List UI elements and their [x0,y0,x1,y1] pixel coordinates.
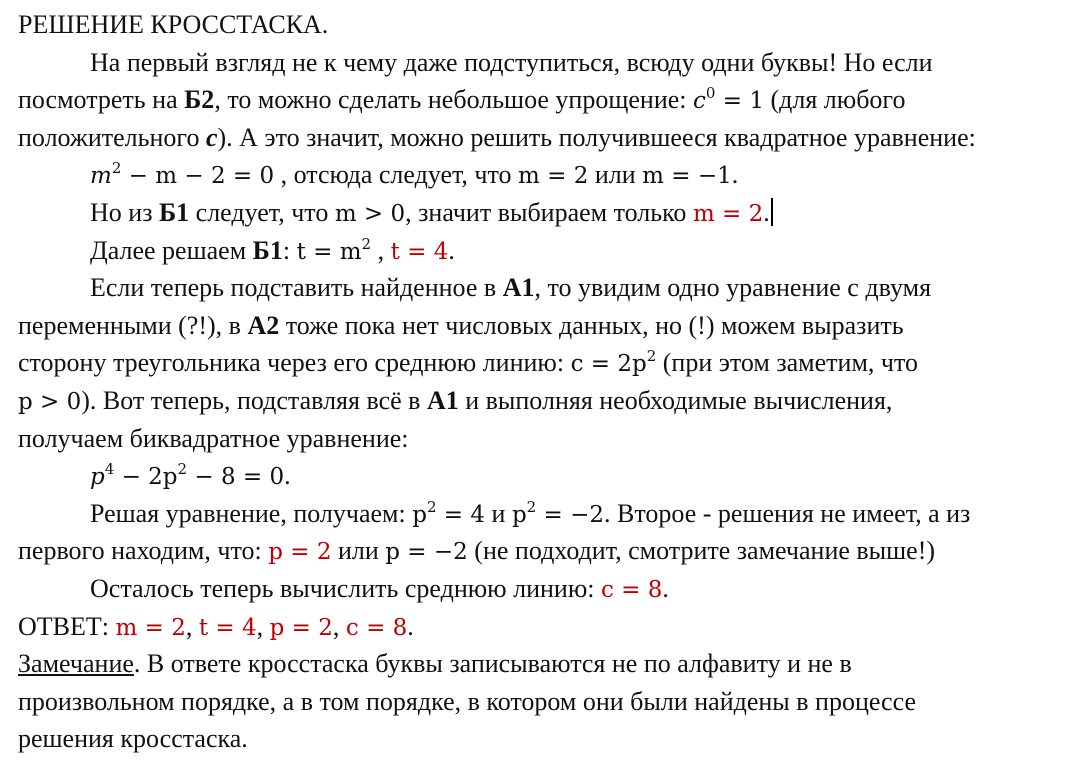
paragraph-3-line-2: первого находим, что: p = 2 или p = −2 (не подходит, смотрите замечание выше!) [18,536,936,566]
equation-c0: $c^0 = 1$ [693,84,764,115]
answer-p: p = 2 [269,614,333,641]
reference-a1: А1 [502,273,535,303]
reference-b1: Б1 [252,235,283,265]
rejected-p: p = −2 [385,539,468,566]
note-line-2: произвольном порядке, а в том порядке, в котором они были найдены в процессе [18,686,916,716]
equation-c-2p2: $c = 2p^2$ [570,347,657,378]
solution-m2: m = −1 [642,163,732,190]
variable-c: c [205,122,218,152]
paragraph-2-line-4: p > 0). Вот теперь, подставляя всё в А1 и выполняя необходимые вычисления, [18,385,893,415]
equation-biquadratic-line: $p^4 - 2p^2 - 8 = 0$. [90,460,291,491]
text: положительного [18,122,206,152]
document-body [18,6,1068,758]
document-title: РЕШЕНИЕ КРОССТАСКА. [18,10,329,39]
paragraph-3-line-1: Решая уравнение, получаем: $p^2 = 4$ и $p^2 = -2$. Второе - решения не имеет, а из [90,497,971,528]
text: (для любого [763,85,906,115]
t-solution-line: Далее решаем Б1: $t = m^2$ , t = 4. [90,234,455,265]
solution-m1: m = 2 [518,163,589,190]
root-1: $p^2 = 4$ [412,497,486,528]
note-line-1: Замечание. В ответе кросстаска буквы записываются не по алфавиту и не в [18,649,852,679]
reference-a2: А2 [247,310,280,340]
result-c: c = 8 [600,576,663,603]
text-cursor [771,198,773,226]
answer-m: m = 2 [115,614,186,641]
text: ). А это значит, можно решить получившееся квадратное уравнение: [217,122,976,152]
paragraph-2-line-1: Если теперь подставить найденное в А1, то увидим одно уравнение с двумя [90,273,932,303]
answer-label: ОТВЕТ: [18,611,116,641]
paragraph-2-line-5: получаем биквадратное уравнение: [18,423,409,453]
equation-quadratic: $m^2 - m - 2 = 0$ [90,159,275,190]
equation-quadratic-line: $m^2 - m - 2 = 0$ , отсюда следует, что m = 2 или m = −1. [90,159,739,190]
text: посмотреть на [18,85,185,115]
paragraph-1-line-1: На первый взгляд не к чему даже подступиться, всюду одни буквы! Но если [90,47,933,77]
reference-a1: А1 [426,385,459,415]
reference-b2: Б2 [184,85,215,115]
note-label: Замечание [18,649,134,679]
reference-b1: Б1 [158,197,190,227]
text: или [588,160,643,190]
answer-c: c = 8 [345,614,408,641]
root-2: $p^2 = -2$ [511,497,605,528]
paragraph-2-line-3: сторону треугольника через его среднюю линию: $c = 2p^2$ (при этом заметим, что [18,347,919,378]
text: , то можно сделать небольшое упрощение: [214,85,694,115]
equation-t: $t = m^2$ [296,234,372,265]
paragraph-2-line-2: переменными (?!), в А2 тоже пока нет числовых данных, но (!) можем выразить [18,310,904,340]
paragraph-1-line-3 [18,119,1068,157]
condition-p-positive: p > 0 [18,388,82,415]
b1-condition-line: Но из Б1 следует, что m > 0, значит выбираем только m = 2. [18,194,1068,232]
answer-line: ОТВЕТ: m = 2, t = 4, p = 2, c = 8. [18,611,414,641]
result-m: m = 2 [692,200,764,227]
paragraph-4-line: Осталось теперь вычислить среднюю линию: c = 8. [90,573,669,603]
result-t: t = 4 [390,238,449,265]
equation-biquadratic: $p^4 - 2p^2 - 8 = 0$ [90,460,285,491]
paragraph-1-line-2 [18,81,1068,119]
condition-m-positive: m > 0 [334,200,406,227]
text: , отсюда следует, что [274,160,519,190]
result-p: p = 2 [268,539,332,566]
answer-t: t = 4 [198,614,257,641]
note-line-3: решения кросстаска. [18,724,248,754]
